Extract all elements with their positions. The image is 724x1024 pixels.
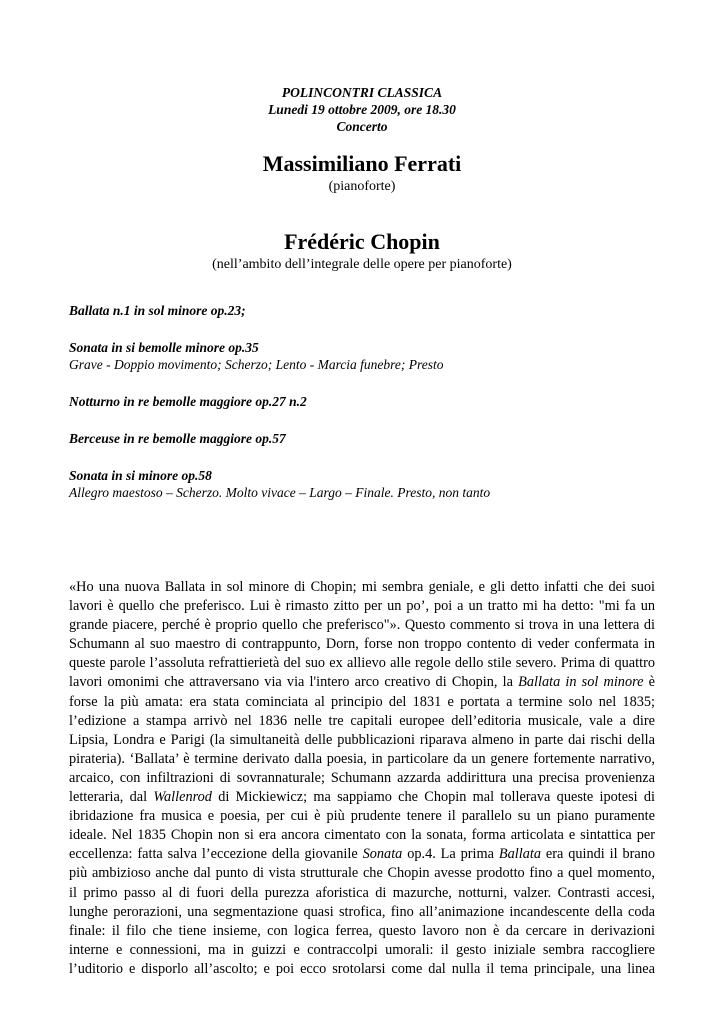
text-run: eccellenza: fatta salva l’eccezione della giovanile — [69, 846, 363, 863]
italic-title: Ballata — [498, 846, 541, 863]
essay-line: ibridazione fra musica e poesia, per cui è più prudente tenere il parallelo su un piano puramente — [69, 808, 655, 825]
essay-line: «Ho una nuova Ballata in sol minore di Chopin; mi sembra geniale, e gli detto infatti che dei suoi — [69, 579, 655, 595]
program-notes — [69, 578, 655, 979]
essay-line: ideale. Nel 1835 Chopin non si era ancora cimentato con la sonata, forma articolata e sintattica per — [69, 827, 655, 844]
work-title: Notturno in re bemolle maggiore op.27 n.2 — [69, 394, 307, 409]
program-item — [69, 430, 669, 447]
text-run: era quindi il brano — [540, 846, 655, 863]
italic-title: Sonata — [362, 846, 403, 863]
program-list — [69, 302, 669, 521]
essay-line: grande piacere, perché è proprio quello che preferisco"». Questo commento si trova in una lettera di — [69, 617, 655, 634]
text-run: lavori omonimi che attraversano via via l'intero arco creativo di Chopin, la — [69, 674, 513, 691]
essay-line: forse la più amata: era stata cominciata al principio del 1831 e portata a termine solo nel 1835; — [69, 693, 655, 710]
essay-line: queste parole l’assoluta refrattierietà del suo ex allievo alle regole dello stile severo. Prima di quattro — [69, 655, 655, 672]
italic-title: Wallenrod — [153, 789, 212, 806]
essay-line — [69, 788, 655, 807]
event-type: Concerto — [336, 119, 388, 134]
essay-line: lunghe perorazioni, una segmentazione quasi strofica, fino all’animazione incandescente della coda — [69, 903, 655, 920]
performer-instrument: (pianoforte) — [328, 179, 396, 194]
essay-line: arcaico, con infiltrazioni di sovrannaturale; Schumann azzarda addirittura una precisa provenienza — [69, 769, 655, 786]
essay-line: il primo passo al di fuori della purezza aforistica di mazurche, notturni, valzer. Contrasti accesi, — [69, 884, 655, 901]
essay-line: l’uditorio e disporlo all’ascolto; e poi ecco srotolarsi come dal nulla il tema principale, una linea — [69, 960, 655, 977]
performer-name: Massimiliano Ferrati — [262, 151, 462, 176]
text-run: letteraria, dal — [69, 789, 154, 806]
event-header — [0, 84, 724, 135]
italic-title: Ballata in sol minore — [518, 674, 644, 691]
work-movements: Allegro maestoso – Scherzo. Molto vivace – Largo – Finale. Presto, non tanto — [69, 485, 491, 500]
composer-block — [0, 228, 724, 273]
program-item — [69, 467, 669, 501]
essay-line: pirateria). ‘Ballata’ è termine derivato dalla poesia, in particolare da un genere fortemente narrativo, — [69, 750, 655, 767]
performer-block — [0, 150, 724, 195]
work-title: Ballata n.1 in sol minore op.23; — [69, 303, 246, 318]
essay-line: Schumann al suo maestro di contrappunto, Dorn, forse non troppo contento di veder confermata in — [69, 636, 655, 653]
text-run: op.4. La prima — [402, 846, 499, 863]
essay-line — [69, 673, 655, 692]
composer-note: (nell’ambito dell’integrale delle opere per pianoforte) — [212, 257, 512, 272]
program-item — [69, 393, 669, 410]
series-title: POLINCONTRI CLASSICA — [281, 85, 443, 100]
work-movements: Grave - Doppio movimento; Scherzo; Lento - Marcia funebre; Presto — [69, 357, 444, 372]
essay-line: interne e connessioni, ma in guizzi e contraccolpi umorali: il gesto iniziale sembra raccogliere — [69, 941, 655, 958]
program-item — [69, 302, 669, 319]
composer-name: Frédéric Chopin — [284, 229, 440, 254]
essay-line — [69, 845, 655, 864]
essay-line: l’edizione a stampa arrivò nel 1836 nelle tre capitali europee dell’editoria musicale, vale a dire — [69, 712, 655, 729]
text-run: di Mickiewicz; ma sappiamo che Chopin mal tollerava queste ipotesi di — [211, 789, 656, 806]
text-run: è — [643, 674, 655, 691]
work-title: Berceuse in re bemolle maggiore op.57 — [69, 431, 286, 446]
essay-line: lavori è quello che preferisco. Lui è rimasto zitto per un po’, poi a un tratto mi ha detto: "mi fa un — [69, 598, 655, 615]
program-item — [69, 339, 669, 373]
event-date: Lunedi 19 ottobre 2009, ore 18.30 — [268, 102, 456, 117]
work-title: Sonata in si bemolle minore op.35 — [69, 340, 259, 355]
essay-line: finale: il filo che tiene insieme, con logica ferrea, questo lavoro non è da cercare in derivazioni — [69, 922, 655, 939]
work-title: Sonata in si minore op.58 — [69, 468, 212, 483]
essay-line: più ambizioso anche dal punto di vista strutturale che Chopin avesse prodotto fino a quel momento, — [69, 865, 655, 882]
essay-line: Lipsia, Londra e Parigi (la simultaneità delle pubblicazioni riparava almeno in parte dai rischi della — [69, 731, 655, 748]
